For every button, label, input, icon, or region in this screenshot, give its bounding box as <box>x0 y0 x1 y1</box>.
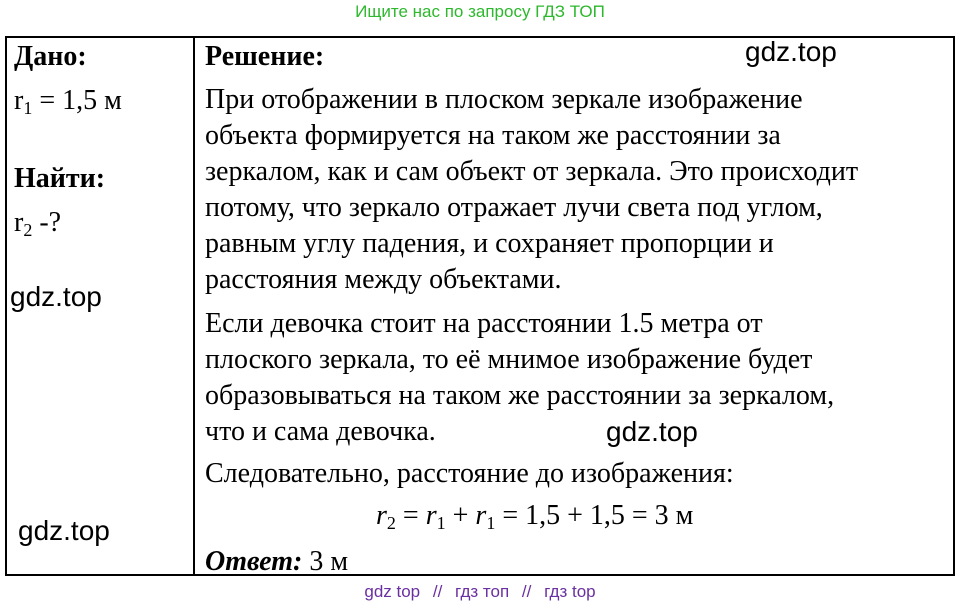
link-gdz-top-mixed[interactable]: гдз top <box>544 582 596 601</box>
solution-line: расстояния между объектами. <box>205 264 562 295</box>
solution-line: что и сама девочка. <box>205 416 436 447</box>
watermark: gdz.top <box>10 281 102 312</box>
top-banner: Ищите нас по запросу ГДЗ ТОП <box>355 2 605 21</box>
find-r2: r2 -? <box>14 207 62 240</box>
watermark: gdz.top <box>18 515 110 546</box>
content-table <box>5 36 955 576</box>
given-title: Дано: <box>14 41 87 72</box>
solution-line: плоского зеркала, то её мнимое изображение будет <box>205 344 813 375</box>
solution-line: равным углу падения, и сохраняет пропорции и <box>205 228 774 259</box>
link-separator: // <box>432 582 443 601</box>
given-r1: r1 = 1,5 м <box>14 85 122 118</box>
column-divider <box>193 36 195 576</box>
formula: r2 = r1 + r1 = 1,5 + 1,5 = 3 м <box>376 500 694 533</box>
find-title: Найти: <box>14 163 106 194</box>
solution-line: зеркалом, как и сам объект от зеркала. Это происходит <box>205 156 859 187</box>
bottom-links <box>0 582 960 602</box>
solution-line: образовываться на таком же расстоянии за зеркалом, <box>205 380 835 411</box>
watermark: gdz.top <box>606 416 698 447</box>
solution-title: Решение: <box>205 41 325 72</box>
solution-line: Если девочка стоит на расстоянии 1.5 метра от <box>205 308 763 339</box>
answer: Ответ: 3 м <box>205 546 349 577</box>
link-separator: // <box>521 582 532 601</box>
solution-line: объекта формируется на таком же расстоянии за <box>205 120 781 151</box>
solution-line: Следовательно, расстояние до изображения: <box>205 458 734 489</box>
link-gdz-top-ru[interactable]: гдз топ <box>455 582 510 601</box>
solution-line: потому, что зеркало отражает лучи света под углом, <box>205 192 823 223</box>
watermark: gdz.top <box>745 36 837 67</box>
link-gdz-top[interactable]: gdz top <box>364 582 421 601</box>
solution-line: При отображении в плоском зеркале изображение <box>205 84 803 115</box>
